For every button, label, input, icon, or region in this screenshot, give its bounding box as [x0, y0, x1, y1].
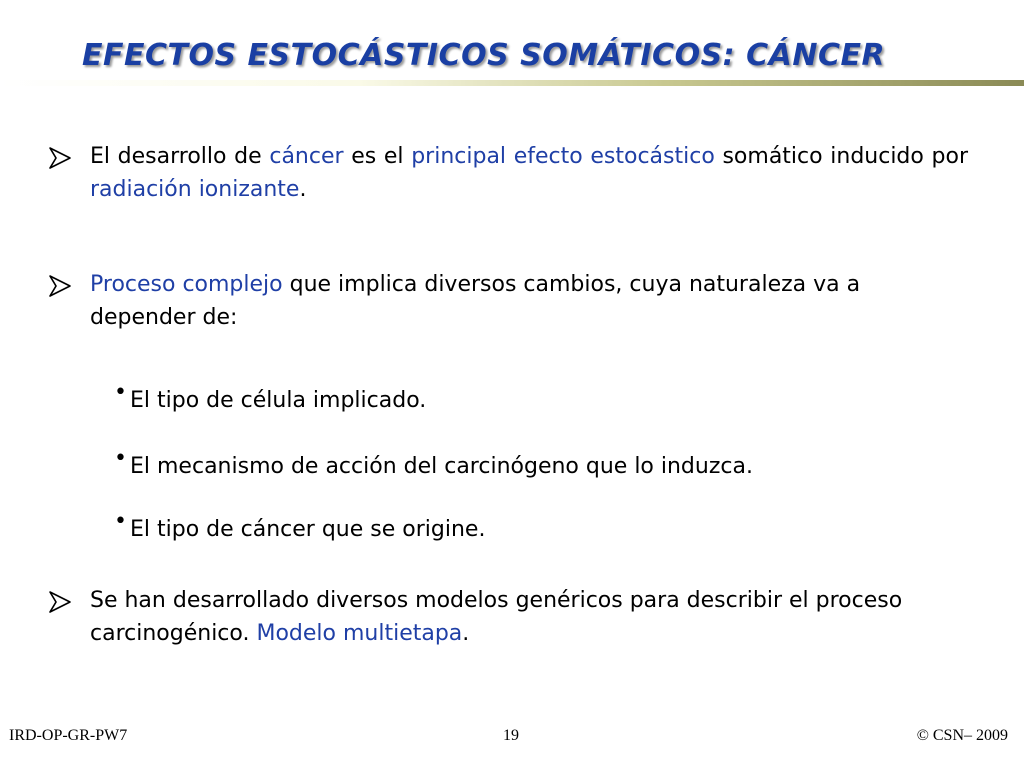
footer-copyright: © CSN– 2009 — [916, 727, 1008, 744]
sub-bullet-text: El mecanismo de acción del carcinógeno que lo induzca. — [130, 454, 753, 479]
dot-bullet-icon: • — [114, 446, 127, 471]
text-segment: Se han desarrollado diversos modelos genéricos para describir el proceso carcinogénico. — [90, 588, 903, 646]
dot-bullet-icon: • — [114, 380, 127, 405]
title-divider — [0, 80, 1024, 86]
text-segment: es el — [343, 144, 412, 169]
highlight-radiacion: radiación ionizante — [90, 177, 300, 202]
sub-bullet-item-3 — [114, 505, 994, 546]
text-segment: somático inducido por — [714, 144, 968, 169]
footer-page-number: 19 — [503, 727, 519, 744]
bullet-text-2 — [90, 268, 948, 334]
sub-bullet-text: El tipo de célula implicado. — [130, 388, 427, 413]
sub-bullet-item-2 — [114, 442, 994, 483]
sub-bullet-text: El tipo de cáncer que se origine. — [130, 517, 486, 542]
dot-bullet-icon: • — [114, 509, 127, 534]
highlight-cancer: cáncer — [269, 144, 344, 169]
highlight-principal-efecto: principal efecto estocástico — [411, 144, 715, 169]
bullet-text-3 — [90, 584, 948, 650]
text-segment: El desarrollo de — [90, 144, 270, 169]
highlight-proceso-complejo: Proceso complejo — [90, 272, 283, 297]
bullet-item-3 — [48, 584, 948, 650]
footer-document-code: IRD-OP-GR-PW7 — [9, 727, 128, 744]
text-segment: . — [299, 177, 307, 202]
bullet-item-2 — [48, 268, 948, 334]
bullet-item-1 — [48, 140, 968, 206]
arrowhead-bullet-icon — [48, 146, 72, 170]
slide-title: EFECTOS ESTOCÁSTICOS SOMÁTICOS: CÁNCER — [82, 38, 886, 73]
arrowhead-bullet-icon — [48, 274, 72, 298]
sub-bullet-item-1 — [114, 376, 994, 417]
text-segment: que implica diversos cambios, cuya naturaleza va a depender de: — [90, 272, 861, 330]
highlight-modelo-multietapa: Modelo multietapa — [256, 621, 463, 646]
arrowhead-bullet-icon — [48, 590, 72, 614]
text-segment: . — [462, 621, 470, 646]
bullet-text-1 — [90, 140, 968, 206]
